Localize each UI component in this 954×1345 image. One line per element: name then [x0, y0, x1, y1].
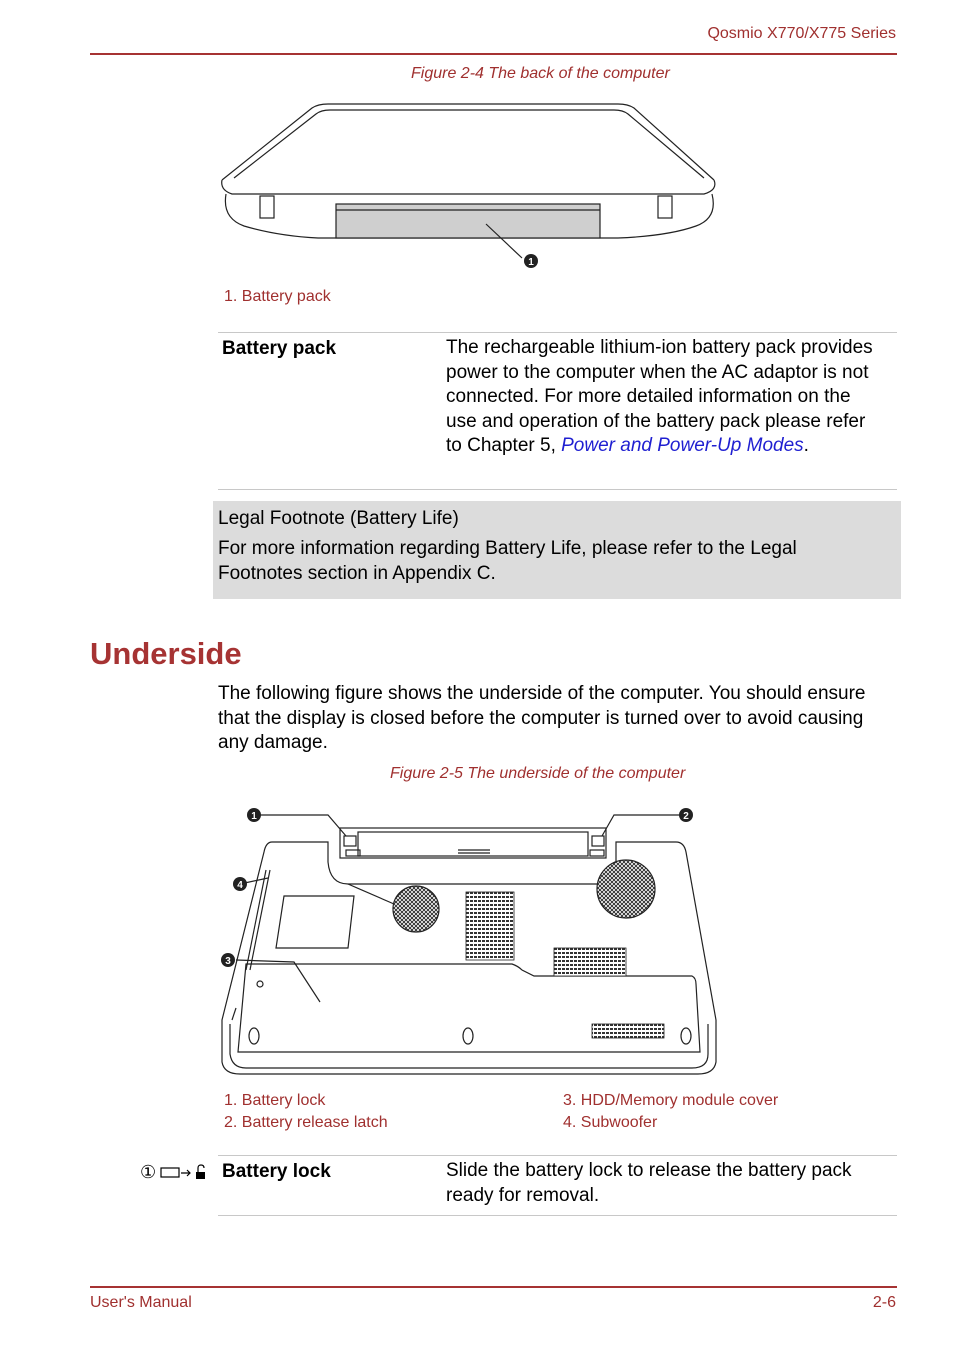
section-body: The following figure shows the underside of the computer. You should ensure that the display is closed before the computer is turned over to avoid causing any damage. — [218, 683, 866, 753]
page-number: 2-6 — [872, 1294, 896, 1311]
header-rule — [90, 53, 897, 55]
legal-footnote-box — [213, 501, 901, 599]
callout-3-label: 3 — [225, 956, 231, 967]
callout-4-label: 4 — [237, 880, 243, 891]
battery-unlock-icon — [160, 1164, 210, 1180]
callout-2-label: 2 — [683, 811, 689, 822]
battery-lock-description: Slide the battery lock to release the battery pack ready for removal. — [446, 1160, 852, 1206]
legend-battery-release-latch: 2. Battery release latch — [224, 1114, 388, 1131]
battery-lock-icon — [140, 1160, 156, 1184]
description-period: . — [803, 435, 809, 456]
battery-pack-description — [446, 336, 878, 459]
table-bottom-rule — [218, 489, 897, 490]
table2-bottom-rule — [218, 1215, 897, 1216]
callout-1-label: 1 — [528, 257, 534, 268]
table2-top-rule — [218, 1155, 897, 1156]
battery-lock-symbol: ① — [140, 1162, 157, 1182]
footer-rule — [90, 1286, 897, 1288]
callout-1-label: 1 — [251, 811, 257, 822]
legend-hdd-cover: 3. HDD/Memory module cover — [563, 1092, 779, 1109]
legal-footnote-title: Legal Footnote (Battery Life) — [218, 508, 459, 529]
term-battery-pack: Battery pack — [222, 338, 337, 359]
footer-manual-title: User's Manual — [90, 1294, 192, 1311]
term-battery-lock: Battery lock — [222, 1161, 331, 1182]
legal-footnote-text: For more information regarding Battery Life, please refer to the Legal Footnotes section in Appendix C. — [218, 538, 797, 584]
legend-battery-lock: 1. Battery lock — [224, 1092, 326, 1109]
running-header: Qosmio X770/X775 Series — [707, 25, 896, 42]
figure-2-4-caption: Figure 2-4 The back of the computer — [411, 65, 670, 82]
power-modes-link[interactable]: Power and Power-Up Modes — [561, 435, 804, 456]
legend-subwoofer: 4. Subwoofer — [563, 1114, 658, 1131]
figure-2-4-legend-item: 1. Battery pack — [224, 288, 331, 305]
section-heading: Underside — [90, 636, 242, 671]
table-top-rule — [218, 332, 897, 333]
laptop-back-illustration — [218, 100, 722, 275]
laptop-underside-illustration — [218, 800, 722, 1080]
figure-2-5-caption: Figure 2-5 The underside of the computer — [390, 765, 686, 782]
battery-pack-description-text: The rechargeable lithium-ion battery pack provides power to the computer when the AC adaptor is not connected. For more detailed information on the use and operation of the battery pack please refer to Chapter 5, — [446, 337, 873, 456]
